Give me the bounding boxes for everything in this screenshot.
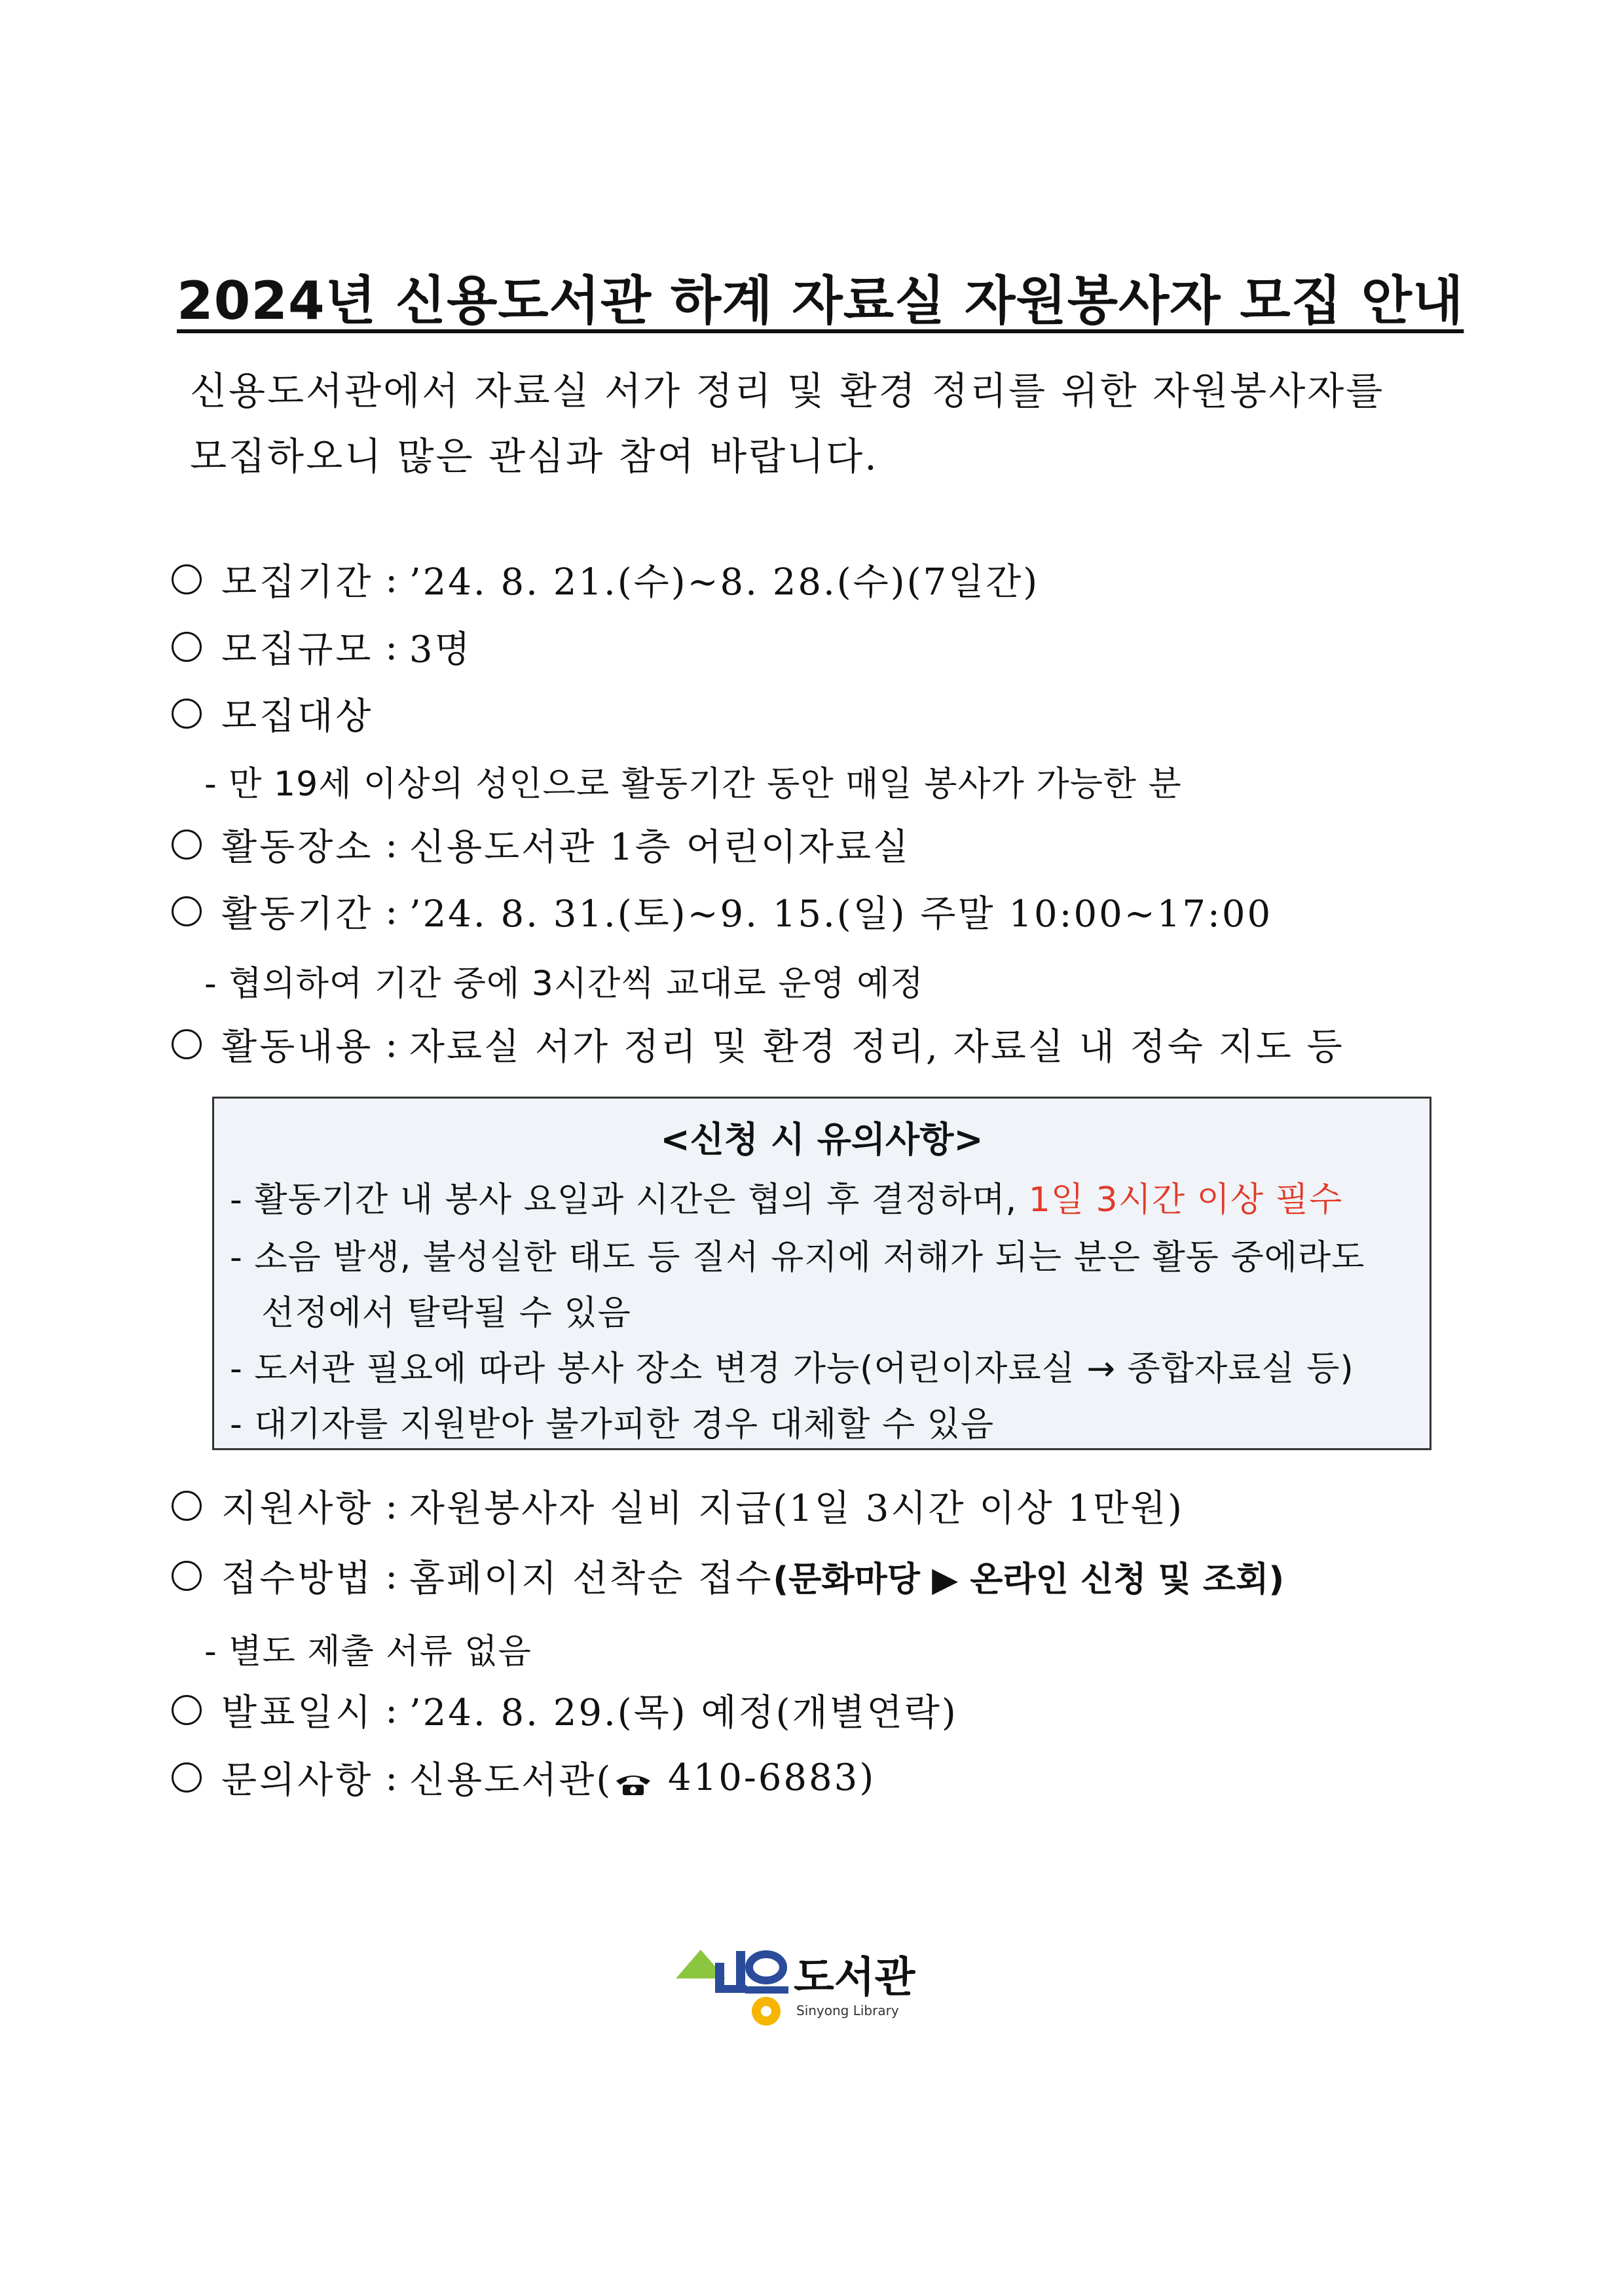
notice-line-3: 선정에서 탈락될 수 있음 [261, 1294, 631, 1333]
library-logo [668, 1931, 969, 2036]
notice-line-4: - 도서관 필요에 따라 봉사 장소 변경 가능(어린이자료실 → 종합자료실 등) [230, 1349, 1354, 1389]
circle-bullet-icon [172, 829, 202, 860]
notice-line-1: - 활동기간 내 봉사 요일과 시간은 협의 후 결정하며, 1일 3시간 이상 필수 [230, 1180, 1343, 1220]
intro-line-1: 신용도서관에서 자료실 서가 정리 및 환경 정리를 위한 자원봉사자를 [190, 369, 1385, 413]
circle-bullet-icon [172, 1561, 202, 1591]
notice-line-2: - 소음 발생, 불성실한 태도 등 질서 유지에 저해가 되는 분은 활동 중에라도 [230, 1238, 1365, 1277]
apply-path: (문화마당 ▶ 온라인 신청 및 조회) [773, 1559, 1285, 1599]
phone-icon [614, 1764, 653, 1791]
item-apply-method: 접수방법 : 홈페이지 선착순 접수 (문화마당 ▶ 온라인 신청 및 조회) [172, 1550, 1284, 1602]
item-activity-content: 활동내용 : 자료실 서가 정리 및 환경 정리, 자료실 내 정숙 지도 등 [172, 1018, 1344, 1070]
target-detail: - 만 19세 이상의 성인으로 활동기간 동안 매일 봉사가 가능한 분 [204, 765, 1182, 804]
item-activity-place: 활동장소 : 신용도서관 1층 어린이자료실 [172, 818, 910, 871]
circle-bullet-icon [172, 1695, 202, 1725]
circle-bullet-icon [172, 1762, 202, 1793]
circle-bullet-icon [172, 1491, 202, 1521]
notice-box [212, 1097, 1431, 1450]
item-recruit-target: 모집대상 [172, 687, 373, 740]
item-support: 지원사항 : 자원봉사자 실비 지급(1일 3시간 이상 1만원) [172, 1480, 1184, 1532]
item-announcement: 발표일시 : ’24. 8. 29.(목) 예정(개별연락) [172, 1684, 958, 1736]
item-activity-period: 활동기간 : ’24. 8. 31.(토)~9. 15.(일) 주말 10:00~17:00 [172, 885, 1272, 938]
circle-bullet-icon [172, 896, 202, 926]
item-inquiry: 문의사항 : 신용도서관( 410-6883) [172, 1751, 876, 1804]
document-title: 2024년 신용도서관 하계 자료실 자원봉사자 모집 안내 [177, 270, 1464, 331]
logo-korean-text: 도서관 [794, 1954, 915, 2002]
notice-line-5: - 대기자를 지원받아 불가피한 경우 대체할 수 있음 [230, 1405, 995, 1444]
intro-line-2: 모집하오니 많은 관심과 참여 바랍니다. [190, 434, 879, 479]
notice-heading: <신청 시 유의사항> [660, 1119, 984, 1160]
item-recruit-size: 모집규모 : 3명 [172, 621, 472, 673]
sinyong-library-logo-icon [668, 1931, 969, 2036]
circle-bullet-icon [172, 564, 202, 594]
circle-bullet-icon [172, 632, 202, 662]
activity-period-detail: - 협의하여 기간 중에 3시간씩 교대로 운영 예정 [204, 964, 924, 1004]
apply-detail: - 별도 제출 서류 없음 [204, 1632, 532, 1671]
notice-required-highlight: 1일 3시간 이상 필수 [1028, 1180, 1343, 1220]
logo-english-text: Sinyong Library [796, 2003, 899, 2018]
circle-bullet-icon [172, 699, 202, 729]
item-recruit-period: 모집기간 : ’24. 8. 21.(수)~8. 28.(수)(7일간) [172, 553, 1039, 606]
circle-bullet-icon [172, 1029, 202, 1059]
